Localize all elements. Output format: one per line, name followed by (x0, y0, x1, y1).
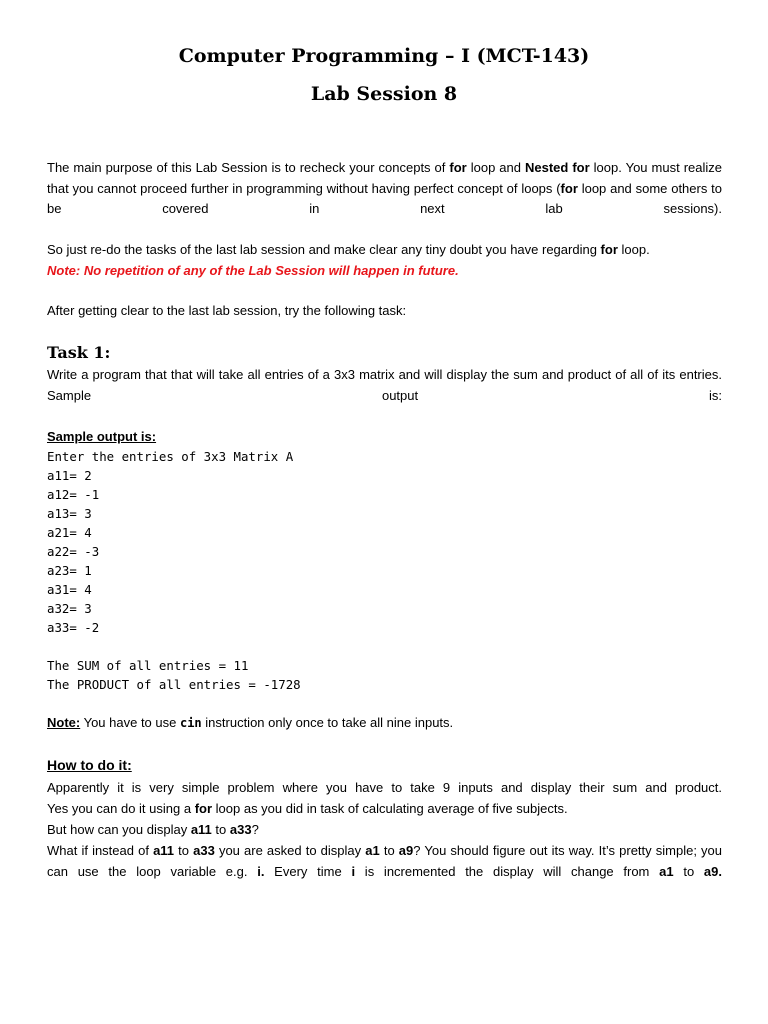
howto-keyword-i-2: i (351, 863, 356, 879)
intro-text-4: loop and some others to be covered in next lab sessions). (47, 180, 722, 216)
sample-line: The PRODUCT of all entries = -1728 (47, 677, 301, 692)
howto-text: to (174, 843, 194, 858)
sample-line: a31= 4 (47, 582, 92, 597)
howto-text: to (211, 822, 230, 837)
howto-keyword-a33: a33 (229, 822, 252, 837)
howto-text: to (673, 863, 704, 879)
sample-output-label (47, 427, 722, 448)
howto-line-2 (47, 799, 722, 820)
redo-keyword-for: for (600, 242, 618, 257)
sample-label: Sample output is: (47, 429, 157, 444)
redo-text-1: So just re-do the tasks of the last lab session and make clear any tiny doubt you have regarding (47, 242, 601, 257)
sample-line (47, 637, 722, 656)
intro-text-2: loop and (466, 160, 525, 175)
howto-keyword-a33: a33 (193, 843, 215, 858)
howto-text: ? (251, 822, 259, 837)
redo-text-2: loop. (617, 242, 650, 257)
note-text-2: instruction only once to take all nine inputs. (201, 715, 454, 730)
howto-keyword-a9-2: a9. (703, 863, 722, 879)
howto-text: is incremented the display will change from (355, 863, 660, 879)
sample-line: a21= 4 (47, 525, 92, 540)
intro-keyword-for-2: for (560, 180, 578, 196)
howto-text: you are asked to display (214, 843, 366, 858)
howto-paragraph-4 (47, 841, 722, 903)
sample-line: a22= -3 (47, 544, 100, 559)
howto-line-1: Apparently it is very simple problem where you have to take 9 inputs and display their sum and product. (47, 780, 722, 795)
howto-keyword-a1: a1 (365, 843, 380, 858)
sample-line: Enter the entries of 3x3 Matrix A (47, 449, 294, 464)
course-title: Computer Programming – I (MCT-143) (178, 45, 590, 67)
note-label: Note: (47, 715, 81, 730)
howto-keyword-a9: a9 (398, 843, 414, 858)
intro-paragraph (47, 158, 722, 240)
after-paragraph: After getting clear to the last lab session, try the following task: (47, 303, 407, 318)
howto-line-3 (47, 820, 722, 841)
redo-paragraph (47, 240, 722, 281)
howto-keyword-a1-2: a1 (659, 863, 674, 879)
note-text-1: You have to use (80, 715, 180, 730)
sample-line: a23= 1 (47, 563, 92, 578)
task1-note (47, 713, 722, 734)
sample-line: a32= 3 (47, 601, 92, 616)
sample-line: a12= -1 (47, 487, 100, 502)
howto-text: What if instead of (47, 843, 154, 858)
sample-output-block (47, 447, 722, 694)
howto-text: But how can you display (47, 822, 191, 837)
task1-heading: Task 1: (47, 343, 111, 362)
howto-text: ? You should figure out its way. It’s pretty simple; you can use the loop variable e.g. (47, 843, 723, 879)
howto-text: loop as you did in task of calculating average of five subjects. (212, 801, 568, 816)
howto-keyword-i: i. (257, 863, 265, 879)
redo-warning-note: Note: No repetition of any of the Lab Session will happen in future. (47, 262, 459, 278)
howto-keyword-a11: a11 (153, 843, 175, 858)
sample-line: The SUM of all entries = 11 (47, 658, 249, 673)
session-title: Lab Session 8 (310, 83, 458, 105)
intro-keyword-nested-for: Nested for (524, 160, 590, 175)
howto-text: Every time (264, 863, 352, 879)
intro-keyword-for: for (449, 160, 467, 175)
intro-text-3: loop. You must realize that you cannot proceed further in programming without having perfect concept of loops ( (47, 160, 722, 196)
sample-line: a13= 3 (47, 506, 92, 521)
intro-text-1: The main purpose of this Lab Session is to recheck your concepts of (47, 160, 450, 175)
task1-description: Write a program that that will take all entries of a 3x3 matrix and will display the sum and product of all of its entries. Sample output is: (47, 367, 722, 403)
howto-keyword-a11: a11 (190, 822, 212, 837)
sample-line: a33= -2 (47, 620, 100, 635)
note-code-cin: cin (179, 716, 202, 730)
howto-text: Yes you can do it using a (47, 801, 195, 816)
howto-heading: How to do it: (47, 757, 132, 773)
sample-line: a11= 2 (47, 468, 92, 483)
howto-keyword-for: for (194, 801, 213, 816)
howto-text: to (379, 843, 399, 858)
